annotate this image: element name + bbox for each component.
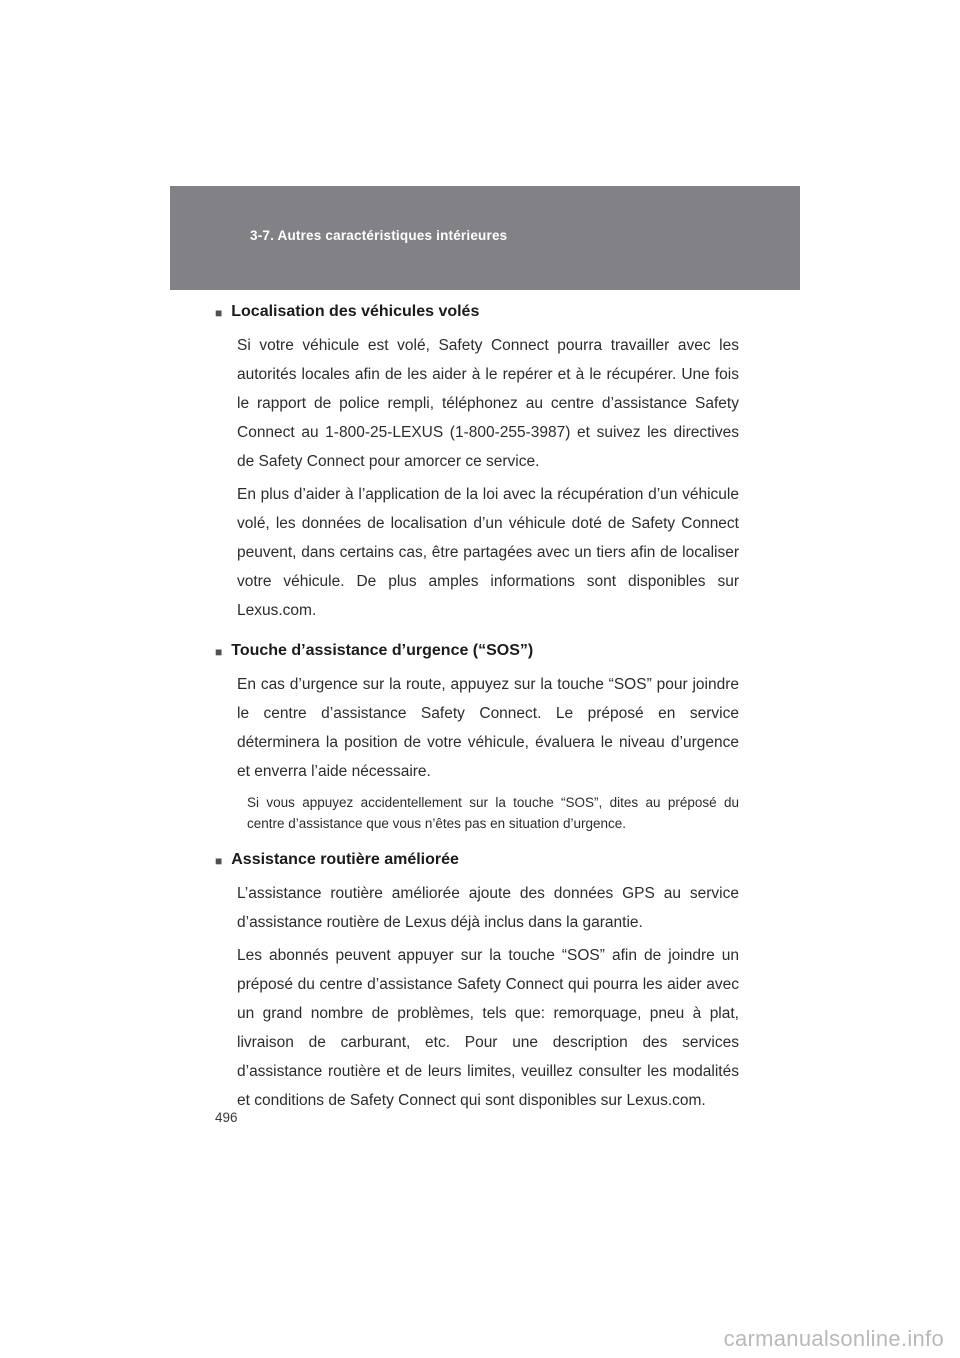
section-heading bbox=[215, 641, 739, 662]
watermark: carmanualsonline.info bbox=[723, 1326, 944, 1351]
paragraph: Si votre véhicule est volé, Safety Connect pourra travailler avec les autorités locales afin de les aider à le repérer et à le récupérer. Une fois le rapport de police rempli, téléphonez au centre d’assistance Safety Connect au 1-800-25-LEXUS (1-800-255-3987) et suivez les directives de Safety Connect pour amorcer ce service. bbox=[237, 337, 739, 470]
paragraph: Les abonnés peuvent appuyer sur la touche “SOS” afin de joindre un préposé du centre d’assistance Safety Connect qui pourra les aider avec un grand nombre de problèmes, tels que: remorquage, pneu à plat, livraison de carburant, etc. Pour une description des services d’assistance routière et de leurs limites, veuillez consulter les modalités et conditions de Safety Connect qui sont disponibles sur Lexus.com. bbox=[237, 947, 739, 1109]
section-title: Touche d’assistance d’urgence (“SOS”) bbox=[231, 642, 534, 659]
page-number: 496 bbox=[215, 1110, 238, 1125]
section-sos-button bbox=[215, 641, 739, 834]
breadcrumb: 3-7. Autres caractéristiques intérieures bbox=[250, 228, 508, 243]
section-heading bbox=[215, 850, 739, 871]
square-bullet-icon: ■ bbox=[215, 645, 223, 659]
square-bullet-icon: ■ bbox=[215, 854, 223, 868]
section-heading bbox=[215, 302, 739, 323]
section-enhanced-roadside-assistance bbox=[215, 850, 739, 1115]
section-title: Localisation des véhicules volés bbox=[231, 303, 480, 320]
square-bullet-icon: ■ bbox=[215, 306, 223, 320]
page-content bbox=[215, 302, 739, 1131]
section-header-band bbox=[170, 186, 800, 290]
note-paragraph: Si vous appuyez accidentellement sur la touche “SOS”, dites au préposé du centre d’assistance que vous n’êtes pas en situation d’urgence. bbox=[247, 795, 739, 831]
paragraph: En plus d’aider à l’application de la loi avec la récupération d’un véhicule volé, les données de localisation d’un véhicule doté de Safety Connect peuvent, dans certains cas, être partagées avec un tiers afin de localiser votre véhicule. De plus amples informations sont disponibles sur Lexus.com. bbox=[237, 486, 739, 619]
section-title: Assistance routière améliorée bbox=[231, 851, 459, 868]
section-stolen-vehicle-tracking bbox=[215, 302, 739, 625]
paragraph: En cas d’urgence sur la route, appuyez sur la touche “SOS” pour joindre le centre d’assistance Safety Connect. Le préposé en service déterminera la position de votre véhicule, évaluera le niveau d’urgence et enverra l’aide nécessaire. bbox=[237, 676, 739, 780]
paragraph: L’assistance routière améliorée ajoute des données GPS au service d’assistance routière de Lexus déjà inclus dans la garantie. bbox=[237, 885, 739, 931]
